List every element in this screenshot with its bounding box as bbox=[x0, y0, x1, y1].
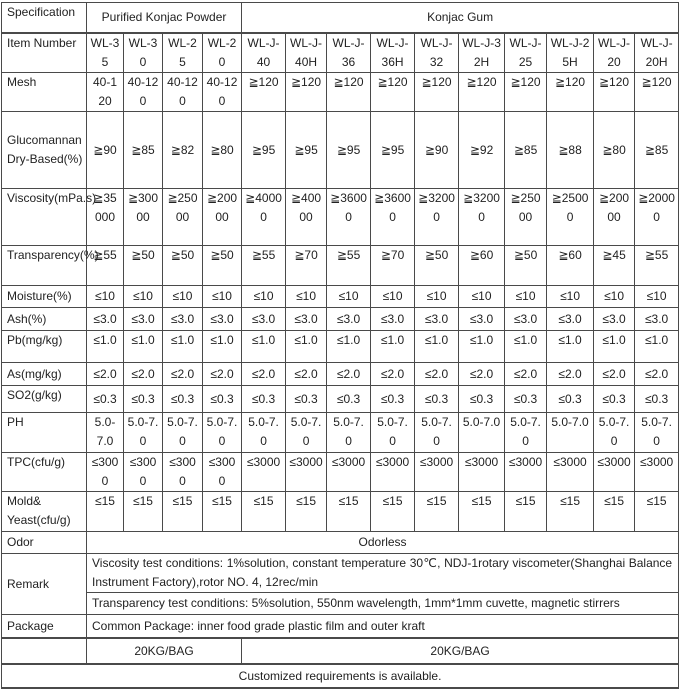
item-code: WL-J-40 bbox=[242, 33, 286, 73]
glucomannan-label: Glucomannan Dry-Based(%) bbox=[2, 112, 87, 189]
as-value: ≤2.0 bbox=[242, 363, 286, 386]
item-code: WL-J-32 bbox=[415, 33, 459, 73]
konjac-spec-table bbox=[1, 2, 679, 689]
mold-yeast-row bbox=[2, 492, 679, 532]
ash-value: ≤3.0 bbox=[163, 308, 203, 331]
so2-value: ≤0.3 bbox=[505, 386, 547, 413]
so2-value: ≤0.3 bbox=[371, 386, 415, 413]
ash-value: ≤3.0 bbox=[203, 308, 242, 331]
viscosity-value: ≧25000 bbox=[163, 189, 203, 246]
as-value: ≤2.0 bbox=[547, 363, 594, 386]
mold-yeast-value: ≤15 bbox=[594, 492, 635, 532]
pb-value: ≤1.0 bbox=[327, 331, 371, 363]
ash-value: ≤3.0 bbox=[242, 308, 286, 331]
ph-value: 5.0-7.0 bbox=[327, 413, 371, 453]
mold-yeast-value: ≤15 bbox=[459, 492, 505, 532]
viscosity-label: Viscosity(mPa.s) bbox=[2, 189, 87, 246]
tpc-value: ≤3000 bbox=[286, 453, 327, 492]
viscosity-row bbox=[2, 189, 679, 246]
spec-label: Specification bbox=[2, 3, 87, 34]
mold-yeast-value: ≤15 bbox=[505, 492, 547, 532]
mold-yeast-value: ≤15 bbox=[635, 492, 679, 532]
as-row bbox=[2, 363, 679, 386]
remark-label: Remark bbox=[2, 554, 87, 615]
moisture-value: ≤10 bbox=[415, 286, 459, 308]
pb-value: ≤1.0 bbox=[459, 331, 505, 363]
odor-row bbox=[2, 532, 679, 554]
as-value: ≤2.0 bbox=[327, 363, 371, 386]
ash-value: ≤3.0 bbox=[415, 308, 459, 331]
as-value: ≤2.0 bbox=[286, 363, 327, 386]
transparency-label: Transparency(%) bbox=[2, 246, 87, 286]
ph-value: 5.0-7.0 bbox=[87, 413, 124, 453]
ph-value: 5.0-7.0 bbox=[286, 413, 327, 453]
transparency-value: ≧60 bbox=[459, 246, 505, 286]
item-code: WL-J-25H bbox=[547, 33, 594, 73]
item-code: WL-J-20 bbox=[594, 33, 635, 73]
mold-yeast-value: ≤15 bbox=[203, 492, 242, 532]
glucomannan-value: ≧95 bbox=[286, 112, 327, 189]
item-code: WL-J-25 bbox=[505, 33, 547, 73]
item-code: WL-J-20H bbox=[635, 33, 679, 73]
group-konjac-gum: Konjac Gum bbox=[242, 3, 679, 34]
ash-value: ≤3.0 bbox=[87, 308, 124, 331]
mold-yeast-value: ≤15 bbox=[286, 492, 327, 532]
remark-transparency: Transparency test conditions: 5%solution, 550nm wavelength, 1mm*1mm cuvette, magnetic stirrers bbox=[87, 593, 679, 615]
viscosity-value: ≧36000 bbox=[327, 189, 371, 246]
mesh-value: ≧120 bbox=[547, 73, 594, 112]
spec-rows bbox=[2, 73, 679, 532]
mold-yeast-value: ≤15 bbox=[163, 492, 203, 532]
pb-value: ≤1.0 bbox=[371, 331, 415, 363]
as-value: ≤2.0 bbox=[124, 363, 163, 386]
bag-powder: 20KG/BAG bbox=[87, 638, 242, 664]
glucomannan-value: ≧90 bbox=[87, 112, 124, 189]
viscosity-value: ≧32000 bbox=[415, 189, 459, 246]
transparency-value: ≧55 bbox=[327, 246, 371, 286]
glucomannan-value: ≧85 bbox=[505, 112, 547, 189]
mold-yeast-value: ≤15 bbox=[371, 492, 415, 532]
transparency-value: ≧70 bbox=[286, 246, 327, 286]
moisture-value: ≤10 bbox=[327, 286, 371, 308]
so2-value: ≤0.3 bbox=[242, 386, 286, 413]
ash-label: Ash(%) bbox=[2, 308, 87, 331]
mesh-value: ≧120 bbox=[286, 73, 327, 112]
transparency-value: ≧45 bbox=[594, 246, 635, 286]
as-value: ≤2.0 bbox=[163, 363, 203, 386]
remark-row-2 bbox=[2, 593, 679, 615]
package-label: Package bbox=[2, 615, 87, 639]
mold-yeast-value: ≤15 bbox=[415, 492, 459, 532]
item-code: WL-25 bbox=[163, 33, 203, 73]
pb-row bbox=[2, 331, 679, 363]
ph-row bbox=[2, 413, 679, 453]
group-purified-konjac-powder: Purified Konjac Powder bbox=[87, 3, 242, 34]
ph-value: 5.0-7.0 bbox=[505, 413, 547, 453]
glucomannan-value: ≧92 bbox=[459, 112, 505, 189]
transparency-value: ≧50 bbox=[124, 246, 163, 286]
moisture-value: ≤10 bbox=[594, 286, 635, 308]
item-number-label: Item Number bbox=[2, 33, 87, 73]
ph-value: 5.0-7.0 bbox=[459, 413, 505, 453]
viscosity-value: ≧40000 bbox=[286, 189, 327, 246]
ph-value: 5.0-7.0 bbox=[242, 413, 286, 453]
glucomannan-row bbox=[2, 112, 679, 189]
as-value: ≤2.0 bbox=[594, 363, 635, 386]
tpc-value: ≤3000 bbox=[505, 453, 547, 492]
tpc-value: ≤3000 bbox=[415, 453, 459, 492]
ash-value: ≤3.0 bbox=[505, 308, 547, 331]
mold-yeast-value: ≤15 bbox=[124, 492, 163, 532]
remark-viscosity: Viscosity test conditions: 1%solution, constant temperature 30℃, NDJ-1rotary viscometer(Shanghai Balance Instrument Factory),rotor NO. 4, 12rec/min bbox=[87, 554, 679, 593]
item-code: WL-35 bbox=[87, 33, 124, 73]
viscosity-value: ≧25000 bbox=[505, 189, 547, 246]
transparency-value: ≧50 bbox=[203, 246, 242, 286]
pb-value: ≤1.0 bbox=[635, 331, 679, 363]
ash-value: ≤3.0 bbox=[286, 308, 327, 331]
bag-row bbox=[2, 638, 679, 664]
moisture-value: ≤10 bbox=[286, 286, 327, 308]
pb-value: ≤1.0 bbox=[286, 331, 327, 363]
moisture-value: ≤10 bbox=[547, 286, 594, 308]
viscosity-value: ≧36000 bbox=[371, 189, 415, 246]
mesh-value: 40-120 bbox=[124, 73, 163, 112]
ash-value: ≤3.0 bbox=[327, 308, 371, 331]
group-header-row bbox=[2, 3, 679, 34]
glucomannan-value: ≧85 bbox=[635, 112, 679, 189]
pb-value: ≤1.0 bbox=[87, 331, 124, 363]
pb-value: ≤1.0 bbox=[505, 331, 547, 363]
mesh-value: ≧120 bbox=[594, 73, 635, 112]
as-value: ≤2.0 bbox=[459, 363, 505, 386]
so2-value: ≤0.3 bbox=[87, 386, 124, 413]
custom-row bbox=[2, 664, 679, 688]
ash-value: ≤3.0 bbox=[547, 308, 594, 331]
so2-value: ≤0.3 bbox=[327, 386, 371, 413]
pb-value: ≤1.0 bbox=[547, 331, 594, 363]
as-value: ≤2.0 bbox=[203, 363, 242, 386]
item-number-row bbox=[2, 33, 679, 73]
mesh-value: ≧120 bbox=[242, 73, 286, 112]
glucomannan-value: ≧80 bbox=[203, 112, 242, 189]
mesh-value: 40-120 bbox=[163, 73, 203, 112]
moisture-value: ≤10 bbox=[124, 286, 163, 308]
tpc-value: ≤3000 bbox=[87, 453, 124, 492]
ash-value: ≤3.0 bbox=[459, 308, 505, 331]
pb-value: ≤1.0 bbox=[415, 331, 459, 363]
ash-value: ≤3.0 bbox=[635, 308, 679, 331]
tpc-value: ≤3000 bbox=[124, 453, 163, 492]
as-value: ≤2.0 bbox=[87, 363, 124, 386]
ph-label: PH bbox=[2, 413, 87, 453]
custom-note: Customized requirements is available. bbox=[2, 664, 679, 688]
transparency-value: ≧55 bbox=[635, 246, 679, 286]
mesh-value: ≧120 bbox=[635, 73, 679, 112]
transparency-value: ≧60 bbox=[547, 246, 594, 286]
tpc-value: ≤3000 bbox=[459, 453, 505, 492]
mesh-row bbox=[2, 73, 679, 112]
remark-row bbox=[2, 554, 679, 593]
pb-value: ≤1.0 bbox=[163, 331, 203, 363]
item-code: WL-20 bbox=[203, 33, 242, 73]
so2-value: ≤0.3 bbox=[594, 386, 635, 413]
so2-value: ≤0.3 bbox=[163, 386, 203, 413]
moisture-row bbox=[2, 286, 679, 308]
transparency-value: ≧50 bbox=[163, 246, 203, 286]
mold-yeast-value: ≤15 bbox=[547, 492, 594, 532]
tpc-label: TPC(cfu/g) bbox=[2, 453, 87, 492]
mesh-value: 40-120 bbox=[203, 73, 242, 112]
moisture-value: ≤10 bbox=[203, 286, 242, 308]
so2-label: SO2(g/kg) bbox=[2, 386, 87, 413]
as-label: As(mg/kg) bbox=[2, 363, 87, 386]
moisture-value: ≤10 bbox=[371, 286, 415, 308]
ph-value: 5.0-7.0 bbox=[124, 413, 163, 453]
ash-row bbox=[2, 308, 679, 331]
mold-yeast-value: ≤15 bbox=[327, 492, 371, 532]
transparency-row bbox=[2, 246, 679, 286]
viscosity-value: ≧30000 bbox=[124, 189, 163, 246]
mesh-value: ≧120 bbox=[371, 73, 415, 112]
pb-value: ≤1.0 bbox=[203, 331, 242, 363]
glucomannan-value: ≧82 bbox=[163, 112, 203, 189]
moisture-value: ≤10 bbox=[635, 286, 679, 308]
tpc-value: ≤3000 bbox=[327, 453, 371, 492]
glucomannan-value: ≧90 bbox=[415, 112, 459, 189]
as-value: ≤2.0 bbox=[635, 363, 679, 386]
viscosity-value: ≧40000 bbox=[242, 189, 286, 246]
so2-value: ≤0.3 bbox=[635, 386, 679, 413]
pb-value: ≤1.0 bbox=[594, 331, 635, 363]
package-value: Common Package: inner food grade plastic film and outer kraft bbox=[87, 615, 679, 639]
transparency-value: ≧55 bbox=[242, 246, 286, 286]
tpc-value: ≤3000 bbox=[635, 453, 679, 492]
package-row bbox=[2, 615, 679, 639]
tpc-value: ≤3000 bbox=[371, 453, 415, 492]
moisture-value: ≤10 bbox=[87, 286, 124, 308]
ph-value: 5.0-7.0 bbox=[371, 413, 415, 453]
tpc-value: ≤3000 bbox=[547, 453, 594, 492]
pb-label: Pb(mg/kg) bbox=[2, 331, 87, 363]
ash-value: ≤3.0 bbox=[124, 308, 163, 331]
ash-value: ≤3.0 bbox=[594, 308, 635, 331]
bag-empty-cell bbox=[2, 638, 87, 664]
glucomannan-value: ≧95 bbox=[242, 112, 286, 189]
tpc-value: ≤3000 bbox=[594, 453, 635, 492]
moisture-value: ≤10 bbox=[242, 286, 286, 308]
viscosity-value: ≧32000 bbox=[459, 189, 505, 246]
pb-value: ≤1.0 bbox=[242, 331, 286, 363]
viscosity-value: ≧20000 bbox=[635, 189, 679, 246]
as-value: ≤2.0 bbox=[371, 363, 415, 386]
transparency-value: ≧55 bbox=[87, 246, 124, 286]
as-value: ≤2.0 bbox=[415, 363, 459, 386]
so2-value: ≤0.3 bbox=[415, 386, 459, 413]
tpc-row bbox=[2, 453, 679, 492]
ph-value: 5.0-7.0 bbox=[547, 413, 594, 453]
glucomannan-value: ≧95 bbox=[371, 112, 415, 189]
mesh-value: ≧120 bbox=[505, 73, 547, 112]
item-code: WL-J-32H bbox=[459, 33, 505, 73]
moisture-label: Moisture(%) bbox=[2, 286, 87, 308]
odor-label: Odor bbox=[2, 532, 87, 554]
so2-value: ≤0.3 bbox=[286, 386, 327, 413]
mesh-label: Mesh bbox=[2, 73, 87, 112]
bag-gum: 20KG/BAG bbox=[242, 638, 679, 664]
ph-value: 5.0-7.0 bbox=[163, 413, 203, 453]
mesh-value: ≧120 bbox=[459, 73, 505, 112]
moisture-value: ≤10 bbox=[459, 286, 505, 308]
glucomannan-value: ≧80 bbox=[594, 112, 635, 189]
glucomannan-value: ≧88 bbox=[547, 112, 594, 189]
so2-value: ≤0.3 bbox=[124, 386, 163, 413]
odor-value: Odorless bbox=[87, 532, 679, 554]
viscosity-value: ≧25000 bbox=[547, 189, 594, 246]
pb-value: ≤1.0 bbox=[124, 331, 163, 363]
mold-yeast-value: ≤15 bbox=[242, 492, 286, 532]
ph-value: 5.0-7.0 bbox=[415, 413, 459, 453]
glucomannan-value: ≧95 bbox=[327, 112, 371, 189]
item-code: WL-30 bbox=[124, 33, 163, 73]
ph-value: 5.0-7.0 bbox=[594, 413, 635, 453]
mesh-value: ≧120 bbox=[415, 73, 459, 112]
tpc-value: ≤3000 bbox=[203, 453, 242, 492]
so2-row bbox=[2, 386, 679, 413]
viscosity-value: ≧20000 bbox=[594, 189, 635, 246]
ph-value: 5.0-7.0 bbox=[635, 413, 679, 453]
so2-value: ≤0.3 bbox=[459, 386, 505, 413]
ph-value: 5.0-7.0 bbox=[203, 413, 242, 453]
mesh-value: 40-120 bbox=[87, 73, 124, 112]
tpc-value: ≤3000 bbox=[242, 453, 286, 492]
so2-value: ≤0.3 bbox=[203, 386, 242, 413]
viscosity-value: ≧20000 bbox=[203, 189, 242, 246]
ash-value: ≤3.0 bbox=[371, 308, 415, 331]
item-code: WL-J-36 bbox=[327, 33, 371, 73]
viscosity-value: ≧35000 bbox=[87, 189, 124, 246]
item-code: WL-J-36H bbox=[371, 33, 415, 73]
item-code: WL-J-40H bbox=[286, 33, 327, 73]
transparency-value: ≧50 bbox=[505, 246, 547, 286]
moisture-value: ≤10 bbox=[505, 286, 547, 308]
mold-yeast-value: ≤15 bbox=[87, 492, 124, 532]
mold-yeast-label: Mold& Yeast(cfu/g) bbox=[2, 492, 87, 532]
transparency-value: ≧70 bbox=[371, 246, 415, 286]
moisture-value: ≤10 bbox=[163, 286, 203, 308]
mesh-value: ≧120 bbox=[327, 73, 371, 112]
glucomannan-value: ≧85 bbox=[124, 112, 163, 189]
as-value: ≤2.0 bbox=[505, 363, 547, 386]
transparency-value: ≧50 bbox=[415, 246, 459, 286]
so2-value: ≤0.3 bbox=[547, 386, 594, 413]
tpc-value: ≤3000 bbox=[163, 453, 203, 492]
